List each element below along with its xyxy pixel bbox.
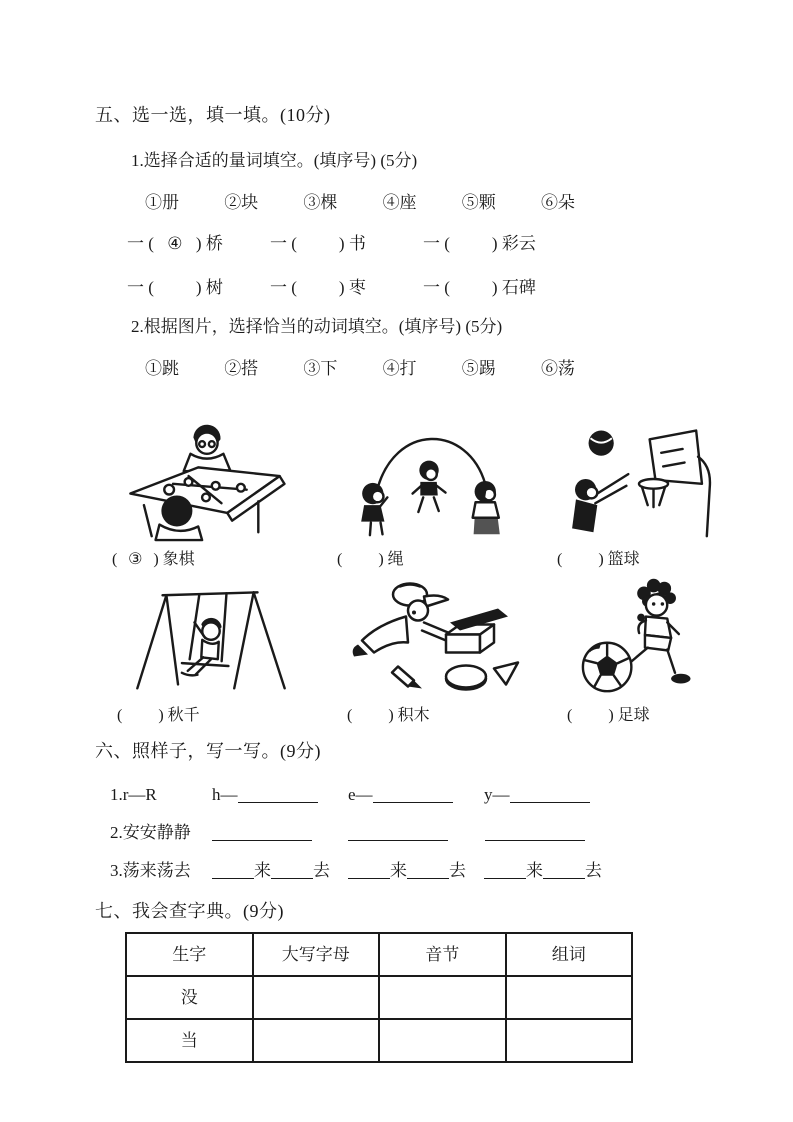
table-cell <box>506 976 633 1019</box>
table-cell <box>253 976 380 1019</box>
table-cell: 没 <box>126 976 253 1019</box>
quantifier-blank: 一 ( ) 彩云 <box>423 234 536 253</box>
verb-option: ③下 <box>303 359 338 378</box>
answer-blank <box>484 861 526 879</box>
quantifier-blank-row-2 <box>127 277 536 298</box>
section5-q2-options <box>145 358 575 379</box>
quantifier-option: ③棵 <box>303 193 338 212</box>
quantifier-blank: 一 ( ) 树 <box>127 278 223 297</box>
answer-blank <box>407 861 449 879</box>
answer-blank <box>543 861 585 879</box>
picture-caption: ( ) 秋千 <box>117 707 200 724</box>
quantifier-blank: 一 ( ) 石碑 <box>423 278 536 297</box>
table-cell <box>379 976 506 1019</box>
picture-caption: ( ) 篮球 <box>557 551 640 568</box>
verb-option: ②搭 <box>224 359 259 378</box>
table-row <box>126 1019 632 1062</box>
answer-blank <box>212 823 312 841</box>
table-cell: 当 <box>126 1019 253 1062</box>
table-cell <box>506 1019 633 1062</box>
verb-option: ①跳 <box>145 359 179 378</box>
football-illustration <box>555 572 730 698</box>
quantifier-blank: 一 ( ④ ) 桥 <box>127 234 223 253</box>
swing-illustration <box>105 572 315 698</box>
section7-heading: 七、我会查字典。(9分) <box>95 901 284 921</box>
answer-blank <box>271 861 313 879</box>
example-label: 3.荡来荡去 <box>110 861 191 880</box>
answer-blank <box>212 861 254 879</box>
quantifier-blank-row-1 <box>127 233 536 254</box>
table-cell <box>253 1019 380 1062</box>
answer-slot: ③ <box>128 551 143 568</box>
pattern-blank: 来 去 <box>212 860 348 881</box>
verb-option: ④打 <box>382 359 417 378</box>
section5-q1-options <box>145 192 575 213</box>
section5-q1-title: 1.选择合适的量词填空。(填序号) (5分) <box>131 151 418 170</box>
answer-blank <box>373 785 453 803</box>
letter-blank: e— <box>348 784 484 805</box>
letter-blank: h— <box>212 784 348 805</box>
basketball-illustration <box>545 416 730 542</box>
answer-blank <box>485 823 585 841</box>
table-header-cell: 组词 <box>506 933 633 976</box>
picture-item-rope <box>325 416 535 570</box>
section5-q2-title: 2.根据图片，选择恰当的动词填空。(填序号) (5分) <box>131 317 503 336</box>
picture-item-blocks <box>335 572 535 726</box>
quantifier-blank: 一 ( ) 枣 <box>270 278 366 297</box>
answer-blank <box>348 861 390 879</box>
quantifier-blank: 一 ( ) 书 <box>270 234 366 253</box>
table-header-row <box>126 933 632 976</box>
section6-line1 <box>110 784 590 805</box>
section6-line2 <box>110 822 585 843</box>
quantifier-option: ⑥朵 <box>540 193 575 212</box>
pattern-blank: 来 去 <box>348 860 484 881</box>
pattern-blank: 来 去 <box>484 861 602 880</box>
verb-option: ⑤踢 <box>461 359 496 378</box>
chess-illustration <box>100 416 310 542</box>
quantifier-option: ①册 <box>145 193 179 212</box>
picture-item-football <box>555 572 730 726</box>
quantifier-option: ②块 <box>224 193 259 212</box>
table-header-cell: 音节 <box>379 933 506 976</box>
answer-blank <box>348 823 448 841</box>
picture-caption: ( ) 足球 <box>567 707 650 724</box>
picture-caption: ( ) 绳 <box>337 551 404 568</box>
example-label: 1.r—R <box>110 785 157 804</box>
verb-option: ⑥荡 <box>540 359 575 378</box>
jump-rope-illustration <box>325 416 535 542</box>
blocks-illustration <box>335 572 535 698</box>
answer-blank <box>510 785 590 803</box>
section6-heading: 六、照样子，写一写。(9分) <box>95 741 321 761</box>
picture-item-swing <box>105 572 315 726</box>
picture-item-basketball <box>545 416 730 570</box>
picture-caption: ( ③ ) 象棋 <box>112 551 195 568</box>
quantifier-option: ④座 <box>382 193 417 212</box>
picture-caption: ( ) 积木 <box>347 707 430 724</box>
letter-blank: y— <box>484 785 590 804</box>
picture-item-chess <box>100 416 310 570</box>
table-header-cell: 生字 <box>126 933 253 976</box>
answer-blank <box>238 785 318 803</box>
section6-line3 <box>110 860 602 881</box>
section5-heading: 五、选一选，填一填。(10分) <box>95 105 331 125</box>
dictionary-table <box>125 932 633 1063</box>
example-label: 2.安安静静 <box>110 823 191 842</box>
table-row <box>126 976 632 1019</box>
answer-slot: ④ <box>167 234 183 253</box>
quantifier-option: ⑤颗 <box>461 193 496 212</box>
table-header-cell: 大写字母 <box>253 933 380 976</box>
table-cell <box>379 1019 506 1062</box>
